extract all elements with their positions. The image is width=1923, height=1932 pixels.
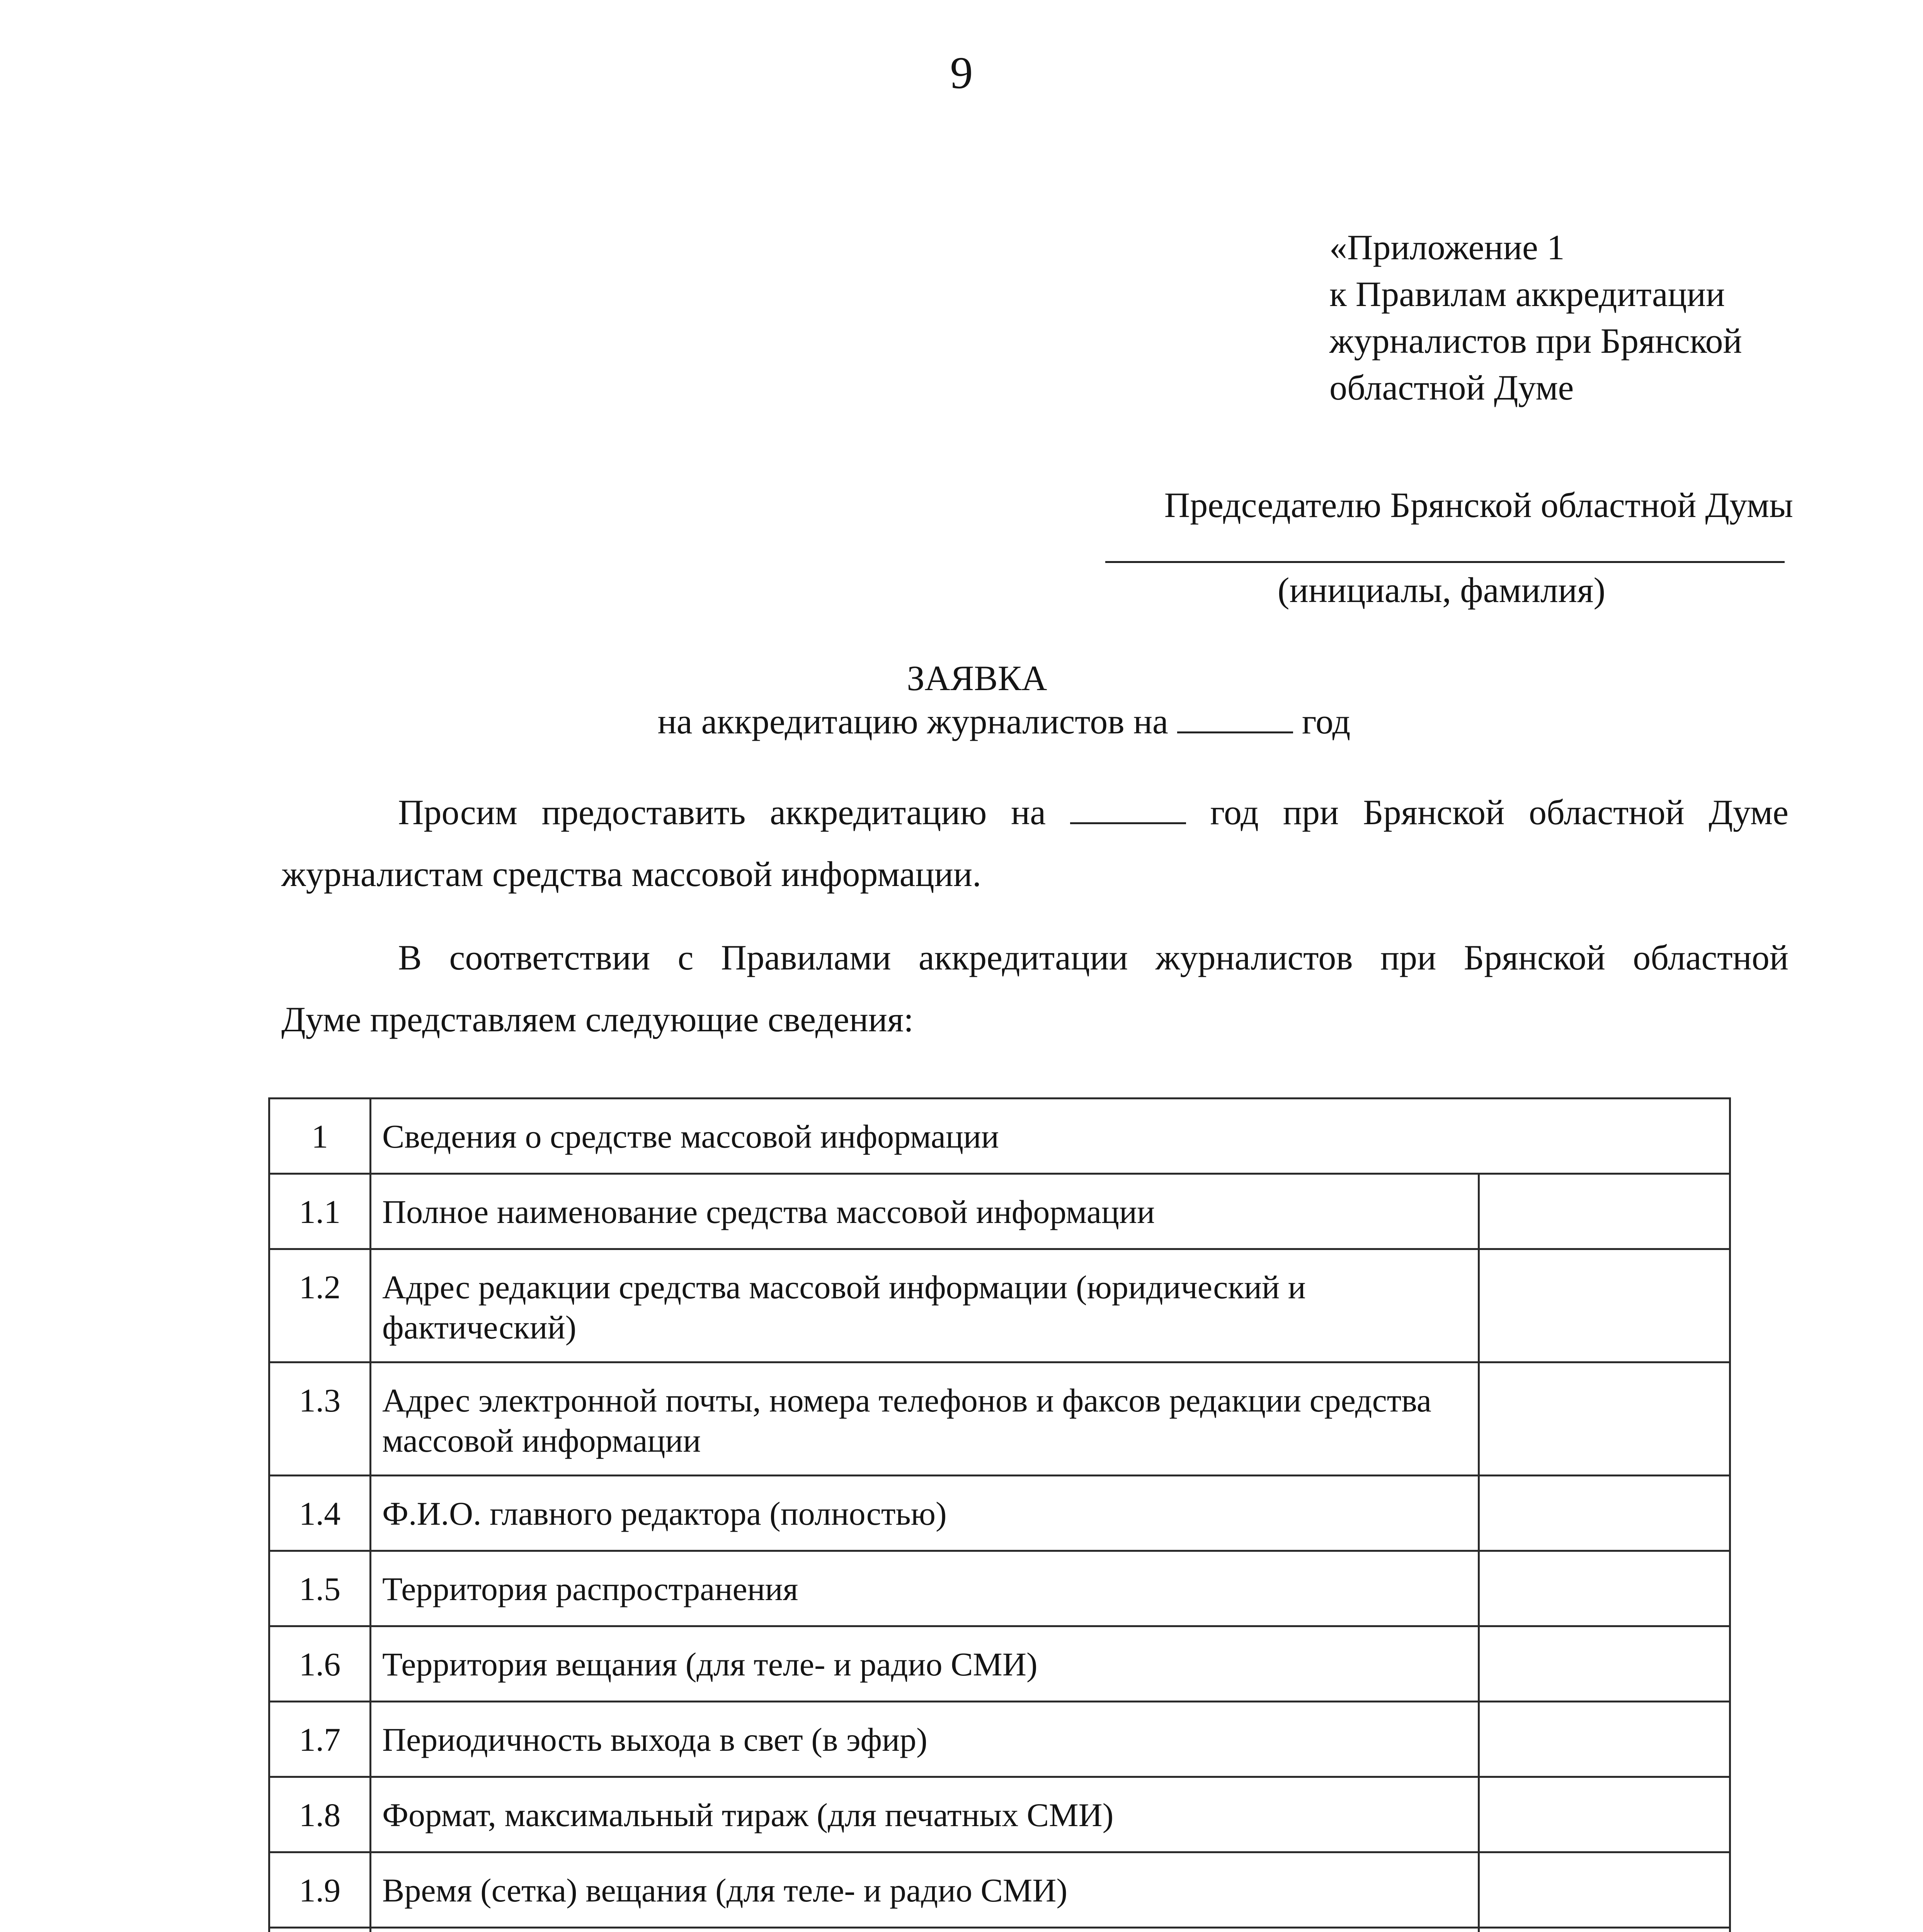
paragraph-line: Думе представляем следующие сведения: bbox=[281, 1000, 914, 1039]
document-subtitle bbox=[0, 700, 1923, 743]
row-value-cell[interactable] bbox=[1479, 1626, 1730, 1702]
appendix-line: к Правилам аккредитации bbox=[1329, 274, 1725, 314]
table-row bbox=[269, 1551, 1730, 1626]
row-value-cell[interactable] bbox=[1479, 1702, 1730, 1777]
table-row bbox=[269, 1777, 1730, 1852]
table-row bbox=[269, 1928, 1730, 1932]
row-number: 1.6 bbox=[269, 1626, 371, 1702]
row-number: 1.4 bbox=[269, 1476, 371, 1551]
document-title: ЗАЯВКА bbox=[907, 658, 1047, 698]
row-label: Время (сетка) вещания (для теле- и радио СМИ) bbox=[371, 1852, 1479, 1928]
row-value-cell[interactable] bbox=[1479, 1476, 1730, 1551]
row-number: 1.5 bbox=[269, 1551, 371, 1626]
appendix-line: «Приложение 1 bbox=[1329, 228, 1565, 267]
row-value-cell[interactable] bbox=[1479, 1249, 1730, 1362]
row-number: 1.3 bbox=[269, 1362, 371, 1476]
row-value-cell[interactable] bbox=[1479, 1777, 1730, 1852]
page-number: 9 bbox=[950, 48, 973, 98]
year-blank bbox=[1070, 792, 1186, 824]
paragraph-text: Просим предоставить аккредитацию на bbox=[398, 793, 1046, 832]
paragraph-text: В соответствии с Правилами аккредитации журналистов при Брянской областной bbox=[398, 938, 1789, 977]
row-label bbox=[371, 1928, 1479, 1932]
appendix-line: журналистов при Брянской bbox=[1329, 321, 1742, 361]
info-paragraph bbox=[281, 927, 1789, 1050]
table-row bbox=[269, 1362, 1730, 1476]
year-blank bbox=[1177, 701, 1293, 733]
appendix-heading bbox=[1329, 224, 1742, 411]
row-value-cell[interactable] bbox=[1479, 1852, 1730, 1928]
paragraph-line: журналистам средства массовой информации. bbox=[281, 854, 982, 894]
row-number: 1.1 bbox=[269, 1174, 371, 1249]
row-number: 1.9 bbox=[269, 1852, 371, 1928]
row-label: Сведения о средстве массовой информации bbox=[371, 1099, 1730, 1174]
row-number: 1.7 bbox=[269, 1702, 371, 1777]
row-number: 1 bbox=[269, 1099, 371, 1174]
row-label: Адрес электронной почты, номера телефонов и факсов редакции средства массовой информации bbox=[371, 1362, 1479, 1476]
row-label: Периодичность выхода в свет (в эфир) bbox=[371, 1702, 1479, 1777]
paragraph-line bbox=[281, 781, 1789, 843]
table-row bbox=[269, 1626, 1730, 1702]
paragraph-line bbox=[281, 927, 1789, 988]
paragraph-text: год при Брянской областной Думе bbox=[1210, 793, 1789, 832]
row-label: Территория распространения bbox=[371, 1551, 1479, 1626]
table-row bbox=[269, 1702, 1730, 1777]
appendix-line: областной Думе bbox=[1329, 368, 1574, 407]
addressee: Председателю Брянской областной Думы bbox=[1164, 485, 1793, 525]
table-row bbox=[269, 1476, 1730, 1551]
subtitle-year-word: год bbox=[1302, 702, 1351, 741]
row-label: Формат, максимальный тираж (для печатных СМИ) bbox=[371, 1777, 1479, 1852]
table-section-row bbox=[269, 1099, 1730, 1174]
row-value-cell[interactable] bbox=[1479, 1551, 1730, 1626]
row-value-cell[interactable] bbox=[1479, 1174, 1730, 1249]
row-label: Адрес редакции средства массовой информации (юридический и фактический) bbox=[371, 1249, 1479, 1362]
table-row bbox=[269, 1852, 1730, 1928]
accreditation-table bbox=[268, 1097, 1731, 1932]
row-label: Полное наименование средства массовой информации bbox=[371, 1174, 1479, 1249]
table-row bbox=[269, 1174, 1730, 1249]
row-number: 1.8 bbox=[269, 1777, 371, 1852]
row-label: Территория вещания (для теле- и радио СМИ) bbox=[371, 1626, 1479, 1702]
request-paragraph bbox=[281, 781, 1789, 905]
row-value-cell[interactable] bbox=[1479, 1362, 1730, 1476]
row-number: 1.2 bbox=[269, 1249, 371, 1362]
addressee-caption: (инициалы, фамилия) bbox=[1277, 570, 1606, 610]
table-row bbox=[269, 1249, 1730, 1362]
subtitle-text: на аккредитацию журналистов на bbox=[657, 702, 1168, 741]
row-value-cell[interactable] bbox=[1479, 1928, 1730, 1932]
row-number bbox=[269, 1928, 371, 1932]
addressee-name-blank bbox=[1105, 561, 1785, 563]
row-label: Ф.И.О. главного редактора (полностью) bbox=[371, 1476, 1479, 1551]
